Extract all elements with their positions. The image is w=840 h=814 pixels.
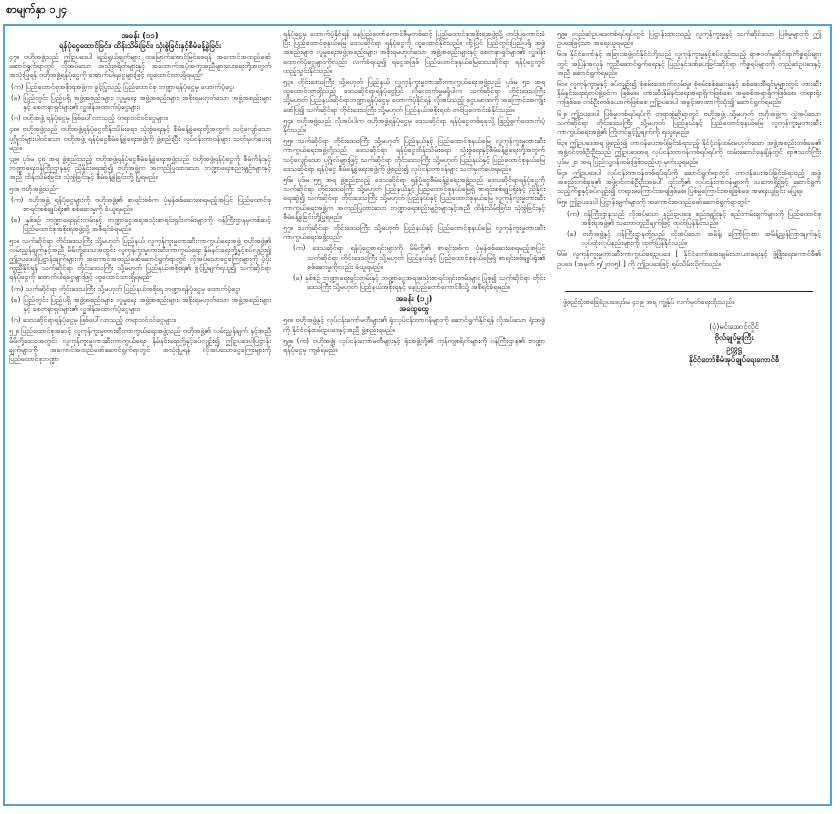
sub-clause: (ခ) နှစ်စဉ် ဘဏ္ဍာရေးရှင်းတမ်းနှင့် ဘဏ္ဍာငွေအရအသုံးစာရင်းရှင်းတမ်းများကို ဝန်ကြီးဌာနမှတစ်ဆင့် ပြည်ထောင်စုအစိုးရအဖွဲ့သို့ အစီရင်ခံရမည်။ [11, 216, 271, 234]
signatory-organization: နိုင်ငံတော်စီမံအုပ်ချုပ်ရေးကောင်စီ [688, 355, 780, 365]
section-paragraph: ၅၃။ တိုင်းဒေသကြီး သို့မဟုတ် ပြည်နယ် လူကုန်ကူးမှုတားဆီးကာကွယ်ရေးအဖွဲ့သည် ပုဒ်မ ၅၁ အရ ထူထောင်ထားရှိသည့် ဒေသဆိုင်ရာရန်ပုံငွေပြင် လိုလောက်မှုမရှိပါက သက်ဆိုင်ရာ တိုင်းဒေသကြီး သို့မဟုတ် ပြည်နယ်ဆိုင်ရာဘဏ္ဍာရန်ပုံငွေမှ ထောက်ပံ့နိုင်ရန် လိုအပ်သည့် ငွေပမာဏကို အကြောင်းအကျိုး ဖော်ပြ၍ သက်ဆိုင်ရာ တိုင်းဒေသကြီး သို့မဟုတ် ပြည်နယ်အစိုးရထံ တင်ပြတောင်းခံနိုင်သည်။ [283, 78, 545, 114]
section-paragraph: ၄၉။ ပုဒ်မ ၄၈ အရ ဖွဲ့စည်းသည့် ဗဟိုအဖွဲ့ရန်ပုံငွေစီမံခန့်ခွဲရေးအဖွဲ့သည် ဗဟိုအဖွဲ့ရန်ပုံငွေကို စီမံကိန်းနှင့် ဘဏ္ဍာရေးဝန်ကြီးဌာနနှင့် ညှိနှိုင်းရေးဆွဲ၍ ဗဟိုအဖွဲ့က အတည်ပြုထားသော ဘဏ္ဍာရေးစည်းမျဉ်းများနှင့်အညီ ထိန်းသိမ်းခြင်း၊ သုံးစွဲခြင်းနှင့် စီမံခန့်ခွဲခြင်းတို့ ပြုရမည်။ [9, 155, 271, 182]
section-paragraph: ၅၅။ သက်ဆိုင်ရာ တိုင်းဒေသကြီး သို့မဟုတ် ပြည်နယ်နှင့် ပြည်ထောင်စုနယ်မြေ လူကုန်ကူးမှုတားဆီးကာကွယ်ရေးအဖွဲ့တို့သည် ဒေသဆိုင်ရာ ရန်ပုံငွေထိန်းသိမ်းရေး၊ သုံးစွဲရေးနှင့်စီမံခန့်ခွဲရေးတို့အတွက် သင့်လျော်သော ပုဂ္ဂိုလ်များဖြင့် သက်ဆိုင်ရာ တိုင်းဒေသကြီး သို့မဟုတ် ပြည်နယ်နှင့် ပြည်ထောင်စုနယ်မြေ ဒေသဆိုင်ရာ ရန်ပုံငွေ စီမံခန့်ခွဲရေးအဖွဲ့ကို ဖွဲ့စည်း၍ လုပ်ငန်းတာဝန်များ သတ်မှတ်ပေးရမည်။ [283, 137, 545, 173]
signature-block [647, 321, 821, 365]
column-2-body-2 [283, 316, 545, 355]
sub-clause: (ခ) ပြည်တွင်း ပြည်ပရှိ အဖွဲ့အစည်းများ၊ လူမှုရေး အဖွဲ့အစည်းများ၊ အစိုးရမဟုတ်သော အဖွဲ့အစည်းများနှင့် စေတနာရှင်များ၏ လှူဒါန်းထောက်ပံ့ငွေများ၊ [11, 93, 271, 112]
sub-clause: (ခ) ပြည်တွင်း ပြည်ပရှိ အဖွဲ့အစည်းများ၊ လူမှုရေး အဖွဲ့အစည်းများ၊ အစိုးရမဟုတ်သော အဖွဲ့အစည်းများနှင့် စေတနာရှင်များ၏ လှူဒါန်းထောက်ပံ့ငွေများ၊ [11, 295, 271, 314]
section-paragraph: ၆၅။ ဤဥပဒေပါ ပြဋ္ဌာန်းချက်များကို အကောင်အထည်ဖော်ဆောင်ရွက်ရာတွင်- [557, 198, 751, 207]
column-3 [557, 30, 821, 800]
section-paragraph: ၅၀။ ဗဟိုအဖွဲ့သည်- [9, 184, 59, 193]
column-3-body [557, 30, 821, 269]
section-paragraph: ၆၂။ ဤဥပဒေပါ ပြစ်မှုတစ်ရပ်ရပ်ကို တရားစွဲဆိုရာတွင် ဗဟိုအဖွဲ့ သို့မဟုတ် ဗဟိုအဖွဲ့က လွှဲအပ်သော သက်ဆိုင်ရာ တိုင်းဒေသကြီး သို့မဟုတ် ပြည်နယ်နှင့် ပြည်ထောင်စုနယ်မြေ လူကုန်ကူးမှုတားဆီးကာကွယ်ရေးအဖွဲ့၏ ကြိုတင်ခွင့်ပြုချက်ကို ရယူရမည်။ [557, 109, 821, 137]
section-paragraph: ၅၉။ တည်ဆဲဥပဒေတစ်ရပ်ရပ်တွင် ပြဋ္ဌာန်းထားသည့် လူကုန်ကူးမှုနှင့် သက်ဆိုင်သော ပြစ်မှုများကို ဤဥပဒေဖြင့်သာ အရေးယူရမည်။ [557, 30, 821, 48]
signatory-role: ဥက္ကဋ္ဌ [726, 344, 742, 354]
signing-statement: ဖွဲ့စည်းပုံအခြေခံဥပဒေပုဒ်မ ၄၁၉ အရ ကျွန်ုပ် လက်မှတ်ရေးထိုးသည်။ [563, 297, 735, 306]
signatory-rank: ဗိုလ်ချုပ်မှူးကြီး [714, 333, 754, 343]
section-paragraph: ၅၆။ ပုဒ်မ ၅၅ အရ ဖွဲ့စည်းသည့် ဒေသဆိုင်ရာ ရန်ပုံငွေစီမံခန့်ခွဲရေးအဖွဲ့သည် ဒေသဆိုင်ရာရန်ပုံငွေကို သက်ဆိုင်ရာ တိုင်းဒေသကြီး သို့မဟုတ် ပြည်နယ်နှင့် ပြည်ထောင်စုနယ်မြေရှိ စာရင်းစစ်ချုပ်ရုံးနှင့် ညှိနှိုင်းရေးဆွဲ၍ သက်ဆိုင်ရာ တိုင်းဒေသကြီး သို့မဟုတ် ပြည်နယ်နှင့် ပြည်ထောင်စုနယ်မြေ လူကုန်ကူးမှုတားဆီးကာကွယ်ရေးအဖွဲ့က အတည်ပြုထားသော ဘဏ္ဍာရေးစည်းမျဉ်းများနှင့်အညီ ထိန်းသိမ်းခြင်း၊ သုံးစွဲခြင်းနှင့် စီမံခန့်ခွဲခြင်းတို့ပြုရမည်။ [283, 176, 545, 221]
signature-divider [565, 291, 813, 292]
section-paragraph: ၅၁။ သက်ဆိုင်ရာ တိုင်းဒေသကြီး သို့မဟုတ် ပြည်နယ် လူကုန်ကူးမှုတားဆီးကာကွယ်ရေးအဖွဲ့ ဗဟိုအဖွဲ့၏ လမ်းညွှန်ချက်နှင့်အညီ မိမိတို့ဒေသအတွင်း လူကုန်ကူးမှုတားဆီးကာကွယ်ရေး နှိမ်နင်းရေးတို့နှင့်စပ်လျဉ်း၍ ဤဥပဒေပါပြဋ္ဌာန်းချက်များကို အကောင်အထည်ဖော်ဆောင်ရွက်ရာတွင် လိုအပ်သောငွေကြေးများကို ပံ့ပိုးကူညီနိုင်ရန် သက်ဆိုင်ရာ တိုင်းဒေသကြီး သို့မဟုတ် ပြည်နယ်အစိုးရ၏ ခွင့်ပြုချက်ရယူ၍ သက်ဆိုင်ရာရန်ပုံငွေကို အောက်ပါရငွေများဖြင့် ထူထောင်ထားရှိရမည်- [9, 236, 271, 282]
chapter-11-heading: အခန်း (၁၁) [121, 31, 159, 40]
column-1-body [9, 53, 271, 364]
chapter-12-heading: အခန်း (၁၂) [395, 294, 433, 304]
sub-clause: (က) ပြည်ထောင်စုအစိုးရအဖွဲ့က ခွင့်ပြုသည့် ပြည်ထောင်စု ဘဏ္ဍာရန်ပုံငွေမှ ထောက်ပံ့ငွေ၊ [11, 82, 234, 91]
section-paragraph: ၆၁။ လူကုန်ကူးမှုနှင့် စပ်လျဉ်း၍ စုံစမ်းထောက်လှမ်းမှု၊ စုံစမ်းစစ်ဆေးမှုနှင့် စစ်ဆေးစီရင်မှုများတွင် တားဆီးနှိမ်နင်းရေးရဲတပ်ဖွဲ့ဝင်က ဖြစ်စေ၊ တားဆီးနှိမ်နင်းရေးအရာရှိကဖြစ်စေ၊ အမှုစစ်အရာရှိကဖြစ်စေ၊ တရားရုံးကဖြစ်စေ တစ်ဦးတစ်ယောက်ဖြစ်စေ ဤဥပဒေပါ အခွင့်အာဏာကိုသုံး၍ ဆောင်ရွက်ရမည်။ [557, 80, 821, 107]
section-paragraph: ၆၃။ ဤဥပဒေအရ ဖွဲ့စည်း၍ တာဝန်ပေးအပ်ခြင်းခံရသည့် နိုင်ငံ့ဝန်ထမ်းမဟုတ်သော အဖွဲ့အစည်းတစ်ခုခု၏ အဖွဲ့ဝင်တစ်ဦးဦးသည် ဤဥပဒေအရ လုပ်ငန်းတာဝန်တစ်ရပ်ရပ်ကို ထမ်းဆောင်နေချိန်တွင် ရာဇသတ်ကြီးပုဒ်မ ၂၁ အရ ပြည်သူ့ဝန်ထမ်းဖြစ်သည်ဟု မှတ်ယူရမည်။ [557, 139, 821, 166]
chapter-12-title: အထွေထွေ [399, 304, 429, 314]
column-1 [9, 30, 271, 800]
section-paragraph: ၄၇။ ဗဟိုအဖွဲ့သည် ဤဥပဒေပါ ရည်ရွယ်ချက်များ ထမြောက်အောင်မြင်စေရန် အကောင်အထည်ဖော်ဆောင်ရွက်ရာတွင် လိုအပ်သော အသုံးစရိတ်များနှင့် အထောက်အပံ့အကူအညီများပေးရေးတို့အတွက် အသုံးပြုရန် ဗဟိုအဖွဲ့ရန်ပုံငွေကို အောက်ပါရငွေများဖြင့် ထူထောင်ထားရှိရမည်- [9, 53, 271, 80]
sub-clause: (ဂ) ဗဟိုအဖွဲ့ ရန်ပုံငွေမှ ဖြစ်ပေါ်လာသည့် တရားဝင်ဝင်ငွေများ။ [11, 114, 168, 123]
section-paragraph: ၅၈။ ဗဟိုအဖွဲ့နှင့် လုပ်ငန်းကော်မတီများ၏ ရုံးလုပ်ငန်းတာဝန်များကို ဆောင်ရွက်နိုင်ရန် လိုအပ်သော ရုံးအဖွဲ့ကို နိုင်ငံဝန်ထမ်းဥပဒေနှင့်အညီ ဖွဲ့စည်းရမည်။ [283, 316, 545, 334]
section-paragraph: ၆၄။ ဤဥပဒေပါ လုပ်ငန်းတာဝန်တစ်ရပ်ရပ်ကို ဆောင်ရွက်ရာတွင် တာဝန်ပေးအပ်ခြင်းခံရသည့် အဖွဲ့အစည်းတစ်ခုခု၏ အဖွဲ့ဝင်တစ်ဦးဦးအပေါ် ၎င်းတို့၏ လုပ်ငန်းတာဝန်များကို သဘောရိုးဖြင့် ဆောင်ရွက်သည့်ကိစ္စနှင့်စပ်လျဉ်း၍ တရားမကြောင်းအရဖြစ်စေ၊ ပြစ်မှုကြောင်းအရဖြစ်စေ အရေးယူခြင်း မပြုရ။ [557, 168, 821, 196]
sub-clause: (ခ) ဗဟိုအဖွဲ့နှင့် ဝန်ကြီးဌာနတို့သည် လိုအပ်သော အမိန့်၊ ကြော်ငြာစာ၊ အမိန့်ညွှန်ကြားချက်နှင့် လုပ်ထုံးလုပ်နည်းများကို ထုတ်ပြန်နိုင်သည်။ [567, 230, 821, 248]
sub-clause: (ခ) နှစ်စဉ် ဘဏ္ဍာရေးရှင်းတမ်းနှင့် ဘဏ္ဍာငွေအရအသုံးစာရင်းရှင်းတမ်းများ ပြုစု၍ သက်ဆိုင်ရာ တိုင်းဒေသကြီး သို့မဟုတ် ပြည်နယ်အစိုးရနှင့် နေပြည်တော်ကောင်စီသို့ အစီရင်ခံရမည်။ [293, 274, 545, 292]
running-head: စာမျက်နှာ ၁၂၄ [6, 3, 68, 16]
chapter-11-title: ရန်ပုံငွေထောင်ခြင်း၊ ထိန်းသိမ်းခြင်း၊ သုံးစွဲခြင်းနှင့်စီမံခန့်ခွဲခြင်း [59, 41, 221, 50]
signatory-name: (ပုံ)မင်းအောင်လှိုင် [709, 322, 759, 332]
section-paragraph: ရန်ပုံငွေမှ ထောက်ပံ့နိုင်ရန် နေပြည်တော်ကောင်စီမှတစ်ဆင့် ပြည်ထောင်စုအစိုးရအဖွဲ့သို့ တင်ပြတောင်းခံပြီး ပြည်ထောင်စုနယ်မြေ ဒေသဆိုင်ရာ ရန်ပုံငွေကို ထူထောင်နိုင်သည်။ ထို့ပြင် ပြည်တွင်းပြည်ပရှိ အဖွဲ့အစည်းများ၊ လူမှုရေးအဖွဲ့အစည်းများ၊ အစိုးရမဟုတ်သော အဖွဲ့အစည်းများနှင့် စေတနာရှင်များ၏ လှူဒါန်းထောက်ပံ့ငွေများကိုလည်း လက်ခံရယူ၍ ရငွေအဖြစ် ပြည်ထောင်စုနယ်မြေဒေသဆိုင်ရာ ရန်ပုံငွေတွင် ထည့်သွင်းနိုင်သည်။ [283, 30, 545, 75]
sub-clause: (က) သက်ဆိုင်ရာ တိုင်းဒေသကြီး သို့မဟုတ် ပြည်နယ်အစိုးရ ဘဏ္ဍာရန်ပုံငွေမှ ထောက်ပံ့ငွေ၊ [11, 284, 241, 293]
section-paragraph: ၅၇။ သက်ဆိုင်ရာ တိုင်းဒေသကြီး သို့မဟုတ် ပြည်နယ်နှင့် ပြည်ထောင်စုနယ်မြေ လူကုန်ကူးမှုတားဆီးကာကွယ်ရေးအဖွဲ့သည်- [283, 224, 545, 242]
section-paragraph: ၅၂။ ပြည်ထောင်စုအဆင့် လူကုန်ကူးမှုတားဆီးကာကွယ်ရေးအဖွဲ့သည် ဗဟိုအဖွဲ့၏ လမ်းညွှန်ချက် နှင့်အညီ မိမိတို့ဒေသအတွင်း လူကုန်ကူးမှုတားဆီးကာကွယ်ရေး၊ နှိမ်နင်းရေးတို့နှင့်စပ်လျဉ်း၍ ဤဥပဒေပါပြဋ္ဌာန်းချက်များကို အကောင်အထည်ဖော်ဆောင်ရွက်ရာတွင် အသုံးပြုရန် လိုအပ်သောငွေကြေးများကို ပြည်ထောင်စုဘဏ္ဍာ [9, 327, 271, 364]
column-2-body [283, 30, 545, 292]
sub-clause: (က) ဝန်ကြီးဌာနသည် လိုအပ်သော နည်းဥပဒေ၊ စည်းမျဉ်းနှင့် စည်းကမ်းချက်များကို ပြည်ထောင်စုအစိုးရအဖွဲ့၏ သဘောတူညီချက်ဖြင့် ထုတ်ပြန်နိုင်သည်။ [567, 209, 821, 227]
sub-clause: (က) ဗဟိုအဖွဲ့ ရန်ပုံငွေများကို ဗဟိုအဖွဲ့၏ စာရင်းစစ်က ပုံမှန်စစ်ဆေးစေရမည့်အပြင် ပြည်ထောင်စုစာရင်းစစ်ချုပ်ရုံး၏ စစ်ဆေးမှုကို ခံယူရမည်။ [11, 195, 271, 214]
sub-clause: (ဂ) ဒေသဆိုင်ရာရန်ပုံငွေမှ ဖြစ်ပေါ်လာသည့် တရားဝင်ဝင်ငွေများ။ [11, 316, 176, 325]
column-2 [283, 30, 545, 800]
section-paragraph: ၆၆။ လူကုန်ကူးမှုတားဆီးကာကွယ်ရေးဥပဒေ [ နိုင်ငံတော်အေးချမ်းသာယာရေးနှင့် ဖွံ့ဖြိုးရေးကောင်စီ၏ ဥပဒေ (အမှတ် ၅/၂၀၀၅) ] ကို ဤဥပဒေဖြင့် ရုပ်သိမ်းလိုက်သည်။ [557, 250, 821, 268]
section-paragraph: ၄၈။ ဗဟိုအဖွဲ့သည် ဗဟိုအဖွဲ့ရန်ပုံငွေထိန်းသိမ်းရေး၊ သုံးစွဲရေးနှင့် စီမံခန့်ခွဲရေးတို့အတွက် သင့်လျော်သော ပုဂ္ဂိုလ်များပါဝင်သော ဗဟိုအဖွဲ့ ရန်ပုံငွေစီမံခန့်ခွဲရေးအဖွဲ့ကို ဖွဲ့စည်းပြီး လုပ်ငန်းတာဝန်များ သတ်မှတ်ပေးရမည်။ [9, 125, 271, 152]
sub-clause: (က) ဒေသဆိုင်ရာ ရန်ပုံငွေစာရင်းများကို မိမိတို့၏ စာရင်းစစ်က ပုံမှန်စစ်ဆေးစေရမည့်အပြင် သက်ဆိုင်ရာ တိုင်းဒေသကြီး သို့မဟုတ် ပြည်နယ်နှင့် ပြည်ထောင်စုနယ်မြေရှိ စာရင်းစစ်ချုပ်ရုံး၏ စစ်ဆေးမှုကိုလည်း ခံယူရမည်။ [293, 244, 545, 271]
section-paragraph: ၅၄။ ဗဟိုအဖွဲ့သည် လိုအပ်ပါက ဗဟိုအဖွဲ့ရန်ပုံငွေမှ ဒေသဆိုင်ရာ ရန်ပုံငွေတစ်ခုခုသို့ ဖြည့်စွက်ထောက်ပံ့နိုင်သည်။ [283, 116, 545, 135]
section-paragraph: ၆၀။ နိုင်ငံတော်နှင့် အခြားအဖွဲ့ဝင်နိုင်ငံတို့သည် လူကုန်ကူးမှုနှင့်စပ်လျဉ်းသည့် ရာဇဝတ်မှုဆိုင်ရာကိစ္စရပ်များတွင် အပြန်အလှန် ကူညီဆောင်ရွက်ရေးနှင့် ပြည်နှင်ဒဏ်ပေးခြင်းဆိုင်ရာ ကိစ္စရပ်များကို တည်ဆဲဥပဒေနှင့်အညီ ဆောင်ရွက်ရမည်။ [557, 50, 821, 77]
section-paragraph: ၅၉။ (က) ဗဟိုအဖွဲ့၊ လုပ်ငန်းကော်မတီများနှင့် ရုံးအဖွဲ့တို့၏ ကုန်ကျစရိတ်များကို ဝန်ကြီးဌာန၏ ဘဏ္ဍာရန်ပုံငွေမှ ကျခံရမည်။ [283, 336, 545, 355]
